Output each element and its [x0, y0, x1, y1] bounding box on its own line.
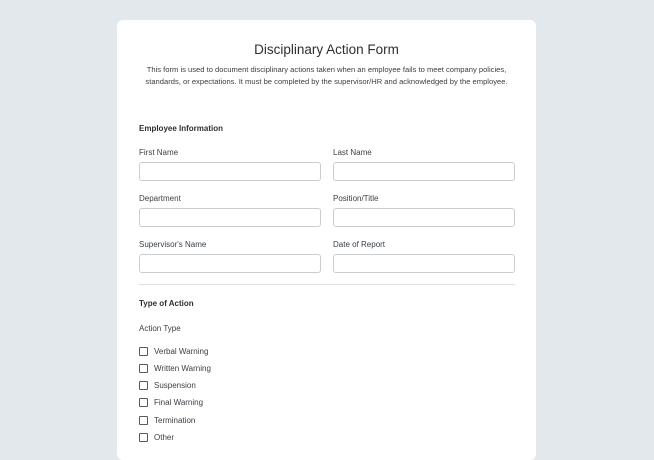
department-label: Department [139, 194, 181, 203]
checkbox-box[interactable] [139, 433, 148, 442]
position-title-input[interactable] [333, 208, 515, 227]
checkbox-label: Written Warning [154, 363, 211, 373]
first-name-input[interactable] [139, 162, 321, 181]
checkbox-termination[interactable] [139, 414, 195, 426]
last-name-label: Last Name [333, 148, 372, 157]
date-of-report-label: Date of Report [333, 240, 386, 249]
checkbox-label: Final Warning [154, 397, 204, 407]
checkbox-label: Verbal Warning [154, 346, 209, 356]
form-description: This form is used to document disciplinary actions taken when an employee fails to meet company policies, standards, or expectations. It must be completed by the supervisor/HR and acknowledged by the employee. [145, 65, 508, 87]
checkbox-label: Other [154, 432, 175, 442]
section-divider [139, 284, 515, 285]
last-name-input[interactable] [333, 162, 515, 181]
checkbox-box[interactable] [139, 347, 148, 356]
form-card [117, 20, 536, 460]
checkbox-box[interactable] [139, 364, 148, 373]
action-type-label: Action Type [139, 324, 181, 333]
checkbox-verbal-warning[interactable] [139, 345, 208, 357]
checkbox-written-warning[interactable] [139, 362, 211, 374]
checkbox-label: Suspension [154, 380, 196, 390]
position-title-label: Position/Title [333, 194, 379, 203]
checkbox-box[interactable] [139, 416, 148, 425]
date-of-report-input[interactable] [333, 254, 515, 273]
checkbox-box[interactable] [139, 398, 148, 407]
first-name-label: First Name [139, 148, 179, 157]
checkbox-other[interactable] [139, 431, 174, 443]
checkbox-final-warning[interactable] [139, 396, 203, 408]
form-title: Disciplinary Action Form [254, 42, 399, 57]
supervisor-name-label: Supervisor's Name [139, 240, 207, 249]
employee-info-heading: Employee Information [139, 124, 224, 133]
supervisor-name-input[interactable] [139, 254, 321, 273]
type-of-action-heading: Type of Action [139, 299, 194, 308]
checkbox-box[interactable] [139, 381, 148, 390]
checkbox-suspension[interactable] [139, 379, 196, 391]
checkbox-label: Termination [154, 415, 196, 425]
department-input[interactable] [139, 208, 321, 227]
